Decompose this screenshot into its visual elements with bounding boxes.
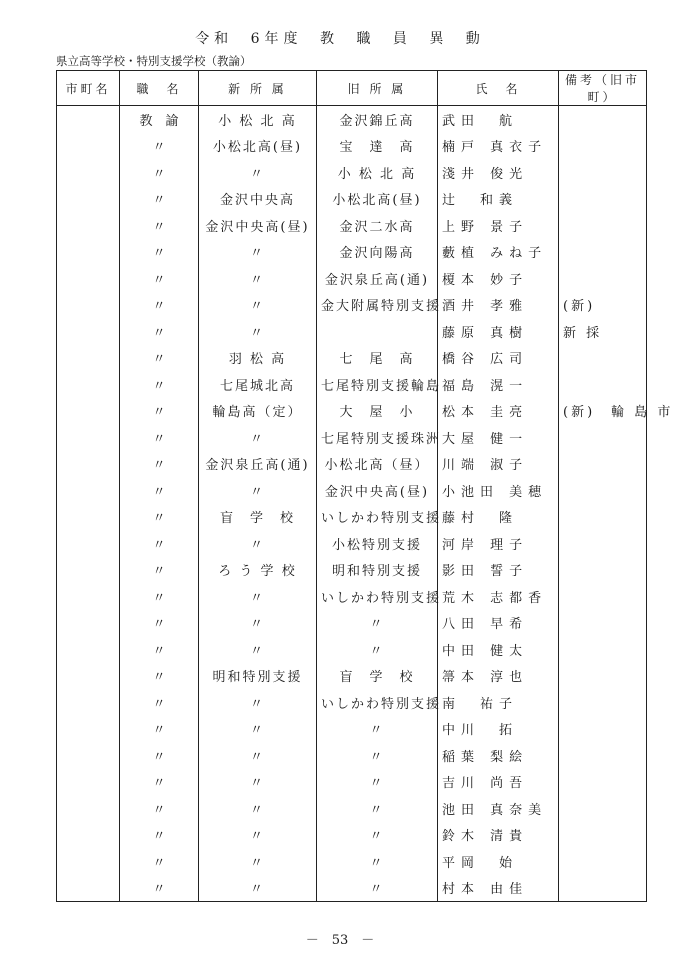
- table-row: [57, 530, 647, 557]
- cell-note: [559, 822, 647, 849]
- cell-position: 〃: [120, 371, 199, 398]
- cell-position: 〃: [120, 769, 199, 796]
- cell-new-post: 〃: [199, 636, 317, 663]
- cell-municipality: [57, 318, 120, 345]
- cell-old-post: 明和特別支援: [317, 557, 438, 584]
- cell-old-post: 金沢向陽高: [317, 239, 438, 266]
- cell-municipality: [57, 530, 120, 557]
- cell-new-post: 盲 学 校: [199, 504, 317, 531]
- table-body: [57, 106, 674, 902]
- table-row: [57, 398, 647, 425]
- cell-note: [559, 504, 647, 531]
- cell-name: 南 祐子: [438, 689, 559, 716]
- cell-note: [559, 795, 647, 822]
- cell-municipality: [57, 610, 120, 637]
- cell-old-post: 〃: [317, 795, 438, 822]
- table-row: [57, 133, 647, 160]
- cell-position: 〃: [120, 583, 199, 610]
- page-title: 令和 6年度 教 職 員 異 動: [195, 31, 485, 47]
- cell-old-post: 金沢二水高: [317, 212, 438, 239]
- cell-position: 〃: [120, 133, 199, 160]
- cell-municipality: [57, 239, 120, 266]
- cell-new-post: 〃: [199, 822, 317, 849]
- cell-note: [559, 424, 647, 451]
- cell-municipality: [57, 663, 120, 690]
- table-row: [57, 504, 647, 531]
- cell-municipality: [57, 795, 120, 822]
- cell-name: 藪植 みね子: [438, 239, 559, 266]
- header-municipality: 市町名: [57, 71, 120, 106]
- table-row: [57, 212, 647, 239]
- cell-name: 松本 圭亮: [438, 398, 559, 425]
- table-row: [57, 795, 647, 822]
- cell-position: 〃: [120, 477, 199, 504]
- cell-municipality: [57, 716, 120, 743]
- cell-municipality: [57, 477, 120, 504]
- cell-new-post: 〃: [199, 716, 317, 743]
- table-row: [57, 716, 647, 743]
- cell-new-post: 〃: [199, 769, 317, 796]
- cell-new-post: 〃: [199, 689, 317, 716]
- cell-municipality: [57, 424, 120, 451]
- cell-old-post: 〃: [317, 610, 438, 637]
- cell-note: 新 採: [559, 318, 647, 345]
- cell-old-post: 〃: [317, 636, 438, 663]
- table-row: [57, 239, 647, 266]
- cell-new-post: 〃: [199, 292, 317, 319]
- cell-old-post: 小松北高（昼）: [317, 451, 438, 478]
- cell-old-post: 〃: [317, 742, 438, 769]
- cell-name: 荒木 志都香: [438, 583, 559, 610]
- cell-position: 〃: [120, 610, 199, 637]
- cell-name: 平岡 始: [438, 848, 559, 875]
- cell-position: 〃: [120, 398, 199, 425]
- table-row: [57, 822, 647, 849]
- cell-old-post: いしかわ特別支援: [317, 583, 438, 610]
- cell-municipality: [57, 106, 120, 133]
- table-row: [57, 186, 647, 213]
- header-old-post: 旧 所 属: [317, 71, 438, 106]
- cell-position: 〃: [120, 265, 199, 292]
- cell-municipality: [57, 133, 120, 160]
- cell-position: 〃: [120, 848, 199, 875]
- cell-new-post: 〃: [199, 477, 317, 504]
- cell-note: [559, 875, 647, 902]
- cell-old-post: 金沢中央高(昼): [317, 477, 438, 504]
- cell-name: 稲葉 梨絵: [438, 742, 559, 769]
- cell-municipality: [57, 689, 120, 716]
- cell-new-post: 〃: [199, 159, 317, 186]
- cell-old-post: 宝 達 高: [317, 133, 438, 160]
- cell-name: 村本 由佳: [438, 875, 559, 902]
- cell-name: 橋谷 広司: [438, 345, 559, 372]
- cell-new-post: ろ う 学 校: [199, 557, 317, 584]
- cell-note: [559, 265, 647, 292]
- cell-new-post: 〃: [199, 265, 317, 292]
- cell-municipality: [57, 371, 120, 398]
- cell-old-post: 盲 学 校: [317, 663, 438, 690]
- cell-name: 影田 誓子: [438, 557, 559, 584]
- cell-position: 〃: [120, 212, 199, 239]
- table-row: [57, 848, 647, 875]
- header-position: 職 名: [120, 71, 199, 106]
- cell-municipality: [57, 345, 120, 372]
- table-row: [57, 424, 647, 451]
- cell-municipality: [57, 583, 120, 610]
- table-row: [57, 610, 647, 637]
- cell-note: [559, 186, 647, 213]
- section-subtitle: 県立高等学校・特別支援学校（教論）: [56, 54, 252, 68]
- cell-name: 川端 淑子: [438, 451, 559, 478]
- cell-position: 〃: [120, 318, 199, 345]
- cell-position: 〃: [120, 689, 199, 716]
- cell-note: [559, 212, 647, 239]
- cell-position: 〃: [120, 795, 199, 822]
- cell-position: 教 諭: [120, 106, 199, 133]
- cell-note: [559, 345, 647, 372]
- cell-note: [559, 689, 647, 716]
- table-row: [57, 557, 647, 584]
- cell-municipality: [57, 557, 120, 584]
- cell-name: 藤原 真樹: [438, 318, 559, 345]
- cell-note: [559, 451, 647, 478]
- cell-note: [559, 106, 647, 133]
- cell-position: 〃: [120, 451, 199, 478]
- cell-position: 〃: [120, 636, 199, 663]
- cell-note: [559, 371, 647, 398]
- table-row: [57, 663, 647, 690]
- cell-municipality: [57, 769, 120, 796]
- cell-note: [559, 610, 647, 637]
- table-row: [57, 875, 647, 902]
- cell-position: 〃: [120, 822, 199, 849]
- table-row: [57, 265, 647, 292]
- cell-new-post: 〃: [199, 239, 317, 266]
- cell-old-post: 金沢泉丘高(通): [317, 265, 438, 292]
- cell-note: [559, 769, 647, 796]
- cell-name: 池田 真奈美: [438, 795, 559, 822]
- cell-name: 大屋 健一: [438, 424, 559, 451]
- cell-new-post: 〃: [199, 742, 317, 769]
- header-note: 備考（旧市町）: [559, 71, 647, 106]
- cell-name: 榎本 妙子: [438, 265, 559, 292]
- cell-position: 〃: [120, 742, 199, 769]
- cell-note: [559, 530, 647, 557]
- cell-municipality: [57, 186, 120, 213]
- cell-note: [559, 663, 647, 690]
- table-row: [57, 106, 647, 133]
- header-name: 氏 名: [438, 71, 559, 106]
- cell-old-post: いしかわ特別支援: [317, 689, 438, 716]
- cell-position: 〃: [120, 345, 199, 372]
- cell-name: 淺井 俊光: [438, 159, 559, 186]
- cell-position: 〃: [120, 875, 199, 902]
- cell-old-post: 七尾特別支援珠洲: [317, 424, 438, 451]
- cell-old-post: 〃: [317, 875, 438, 902]
- table-row: [57, 689, 647, 716]
- cell-old-post: 小松北高(昼): [317, 186, 438, 213]
- cell-name: 上野 景子: [438, 212, 559, 239]
- cell-municipality: [57, 159, 120, 186]
- cell-new-post: 〃: [199, 848, 317, 875]
- cell-old-post: 〃: [317, 848, 438, 875]
- cell-municipality: [57, 265, 120, 292]
- cell-municipality: [57, 822, 120, 849]
- cell-municipality: [57, 848, 120, 875]
- table-row: [57, 451, 647, 478]
- cell-municipality: [57, 742, 120, 769]
- cell-new-post: 明和特別支援: [199, 663, 317, 690]
- cell-municipality: [57, 212, 120, 239]
- cell-name: 中川 拓: [438, 716, 559, 743]
- cell-new-post: 〃: [199, 583, 317, 610]
- table-row: [57, 371, 647, 398]
- cell-new-post: 〃: [199, 875, 317, 902]
- cell-old-post: 小 松 北 高: [317, 159, 438, 186]
- cell-new-post: 輪島高（定）: [199, 398, 317, 425]
- cell-old-post: 小松特別支援: [317, 530, 438, 557]
- cell-name: 酒井 孝雅: [438, 292, 559, 319]
- cell-name: 中田 健太: [438, 636, 559, 663]
- cell-new-post: 〃: [199, 424, 317, 451]
- cell-new-post: 金沢中央高: [199, 186, 317, 213]
- table-row: [57, 345, 647, 372]
- cell-note: [559, 133, 647, 160]
- cell-note: [559, 583, 647, 610]
- cell-position: 〃: [120, 159, 199, 186]
- cell-note: [559, 716, 647, 743]
- cell-municipality: [57, 398, 120, 425]
- table-row: [57, 318, 647, 345]
- table-row: [57, 159, 647, 186]
- cell-new-post: 羽 松 高: [199, 345, 317, 372]
- cell-note: [559, 636, 647, 663]
- cell-new-post: 七尾城北高: [199, 371, 317, 398]
- cell-old-post: 金沢錦丘高: [317, 106, 438, 133]
- cell-position: 〃: [120, 424, 199, 451]
- cell-name: 武田 航: [438, 106, 559, 133]
- page-number: － 53 －: [305, 933, 375, 948]
- cell-name: 八田 早希: [438, 610, 559, 637]
- cell-new-post: 小松北高(昼): [199, 133, 317, 160]
- cell-new-post: 小 松 北 高: [199, 106, 317, 133]
- cell-position: 〃: [120, 663, 199, 690]
- table-row: [57, 583, 647, 610]
- cell-name: 河岸 理子: [438, 530, 559, 557]
- table-row: [57, 769, 647, 796]
- cell-position: 〃: [120, 530, 199, 557]
- cell-municipality: [57, 875, 120, 902]
- cell-old-post: いしかわ特別支援: [317, 504, 438, 531]
- cell-position: 〃: [120, 557, 199, 584]
- cell-name: 楠戸 真衣子: [438, 133, 559, 160]
- cell-new-post: 金沢泉丘高(通): [199, 451, 317, 478]
- personnel-table: [56, 70, 674, 902]
- cell-old-post: 七 尾 高: [317, 345, 438, 372]
- table-row: [57, 292, 647, 319]
- cell-name: 吉川 尚吾: [438, 769, 559, 796]
- cell-note: [559, 848, 647, 875]
- cell-note: [559, 557, 647, 584]
- cell-municipality: [57, 636, 120, 663]
- cell-position: 〃: [120, 504, 199, 531]
- cell-name: 鈴木 清貴: [438, 822, 559, 849]
- table-row: [57, 742, 647, 769]
- table-row: [57, 477, 647, 504]
- table-header-row: [57, 71, 647, 106]
- cell-position: 〃: [120, 186, 199, 213]
- cell-old-post: 〃: [317, 769, 438, 796]
- cell-name: 藤村 隆: [438, 504, 559, 531]
- cell-new-post: 〃: [199, 610, 317, 637]
- cell-note: (新): [559, 292, 647, 319]
- cell-municipality: [57, 451, 120, 478]
- cell-name: 小池田 美穂: [438, 477, 559, 504]
- cell-new-post: 〃: [199, 318, 317, 345]
- cell-old-post: 大 屋 小: [317, 398, 438, 425]
- header-new-post: 新 所 属: [199, 71, 317, 106]
- cell-new-post: 〃: [199, 795, 317, 822]
- cell-name: 辻 和義: [438, 186, 559, 213]
- cell-position: 〃: [120, 292, 199, 319]
- cell-position: 〃: [120, 239, 199, 266]
- cell-position: 〃: [120, 716, 199, 743]
- cell-new-post: 金沢中央高(昼): [199, 212, 317, 239]
- cell-note: [559, 239, 647, 266]
- cell-old-post: [317, 318, 438, 345]
- cell-note: (新) 輪 島 市: [559, 398, 647, 425]
- cell-new-post: 〃: [199, 530, 317, 557]
- cell-note: [559, 742, 647, 769]
- cell-old-post: 〃: [317, 822, 438, 849]
- table-row: [57, 636, 647, 663]
- cell-municipality: [57, 504, 120, 531]
- cell-name: 箒本 淳也: [438, 663, 559, 690]
- cell-name: 福島 滉一: [438, 371, 559, 398]
- cell-old-post: 七尾特別支援輪島: [317, 371, 438, 398]
- cell-municipality: [57, 292, 120, 319]
- cell-old-post: 〃: [317, 716, 438, 743]
- cell-note: [559, 159, 647, 186]
- cell-note: [559, 477, 647, 504]
- cell-old-post: 金大附属特別支援: [317, 292, 438, 319]
